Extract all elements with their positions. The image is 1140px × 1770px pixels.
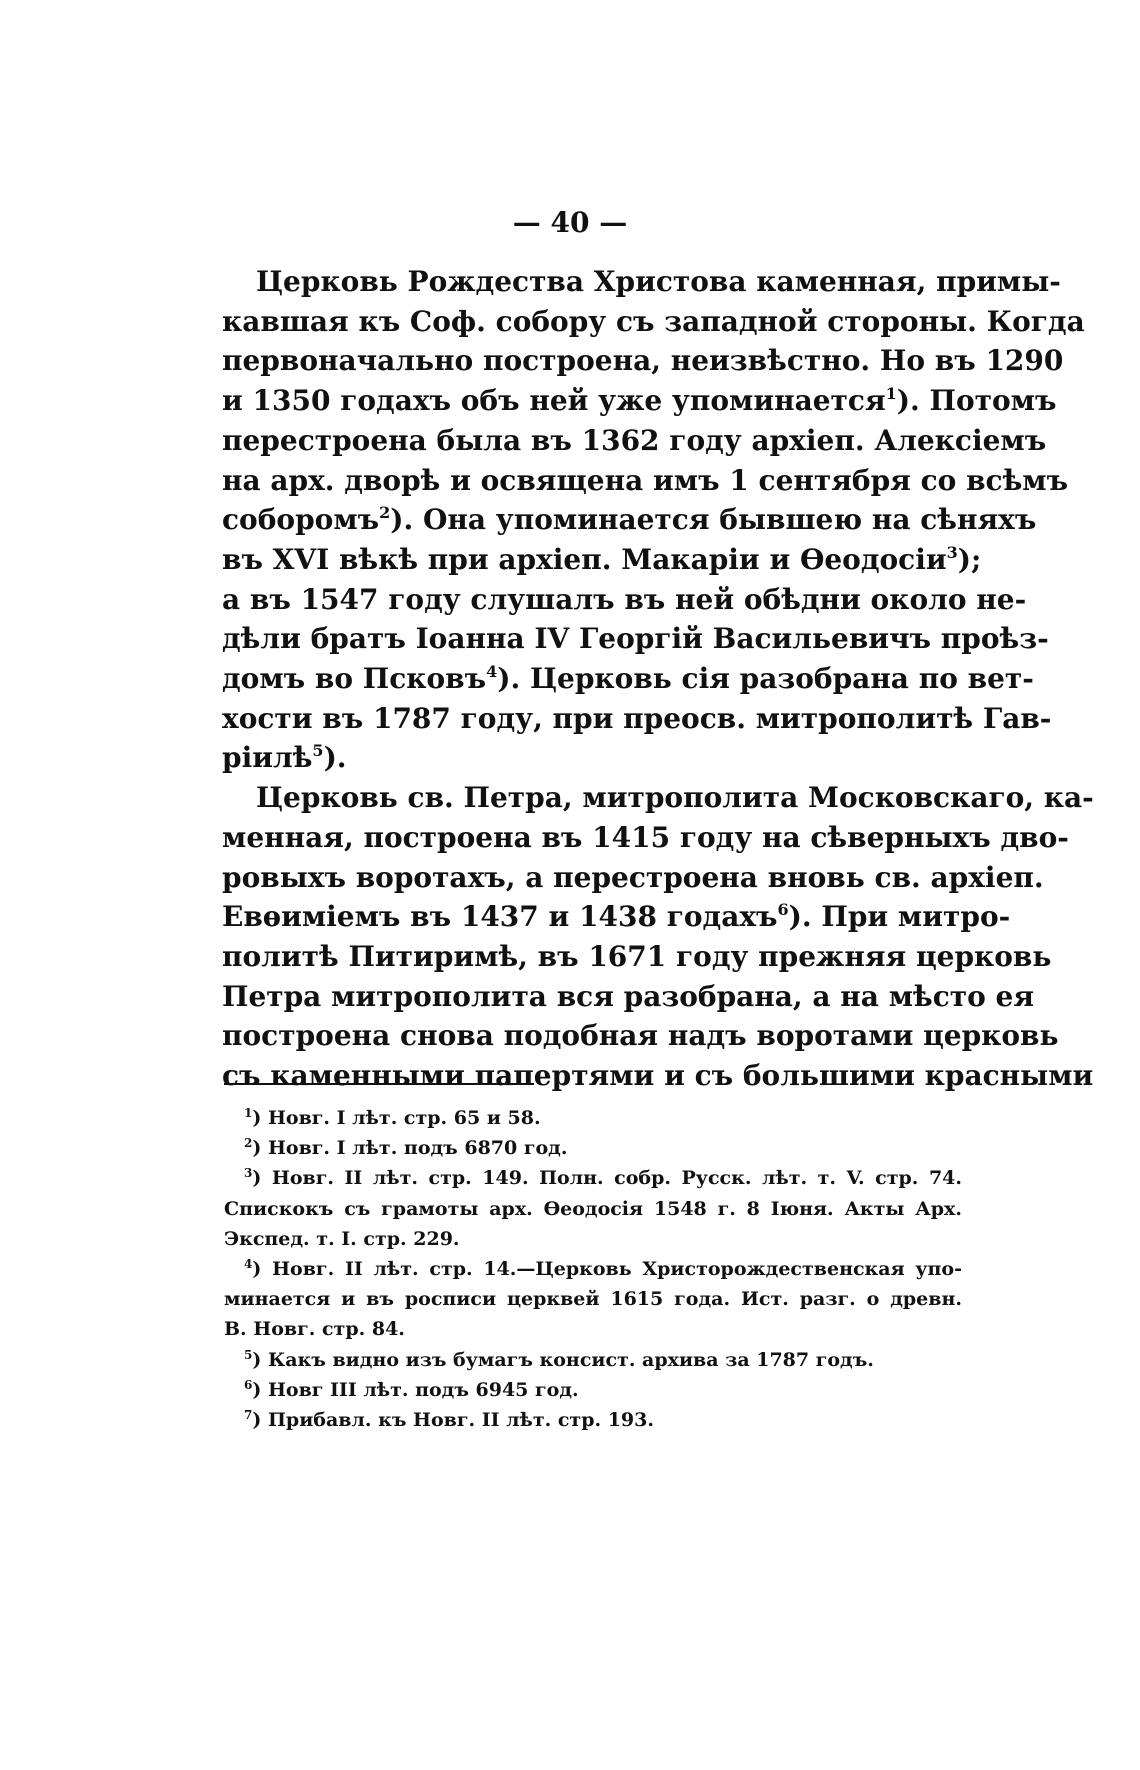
- footnote: [224, 1254, 962, 1345]
- text-line: [222, 580, 1027, 620]
- line-text: ріилѣ: [222, 741, 313, 775]
- text-line: [222, 341, 1064, 381]
- footnote: [224, 1405, 962, 1435]
- line-text: );: [957, 542, 982, 576]
- line-text: соборомъ: [222, 503, 380, 537]
- footnote-ref: 1: [885, 384, 897, 404]
- text-line: [222, 381, 1057, 421]
- footnote-ref: 4: [486, 662, 498, 682]
- line-text: ровыхъ воротахъ, а перестроена вновь св. архіеп.: [222, 860, 1044, 894]
- text-line: [222, 1056, 1094, 1096]
- footnote-ref: 2: [379, 503, 391, 523]
- footnote-text: ) Новг. I лѣт. подъ 6870 год.: [252, 1137, 568, 1160]
- text-line: [222, 500, 1037, 540]
- footnote-text: ) Какъ видно изъ бумагъ консист. архива за 1787 годъ.: [252, 1348, 874, 1371]
- footnote-mark: 6: [244, 1377, 253, 1392]
- footnote-mark: 7: [244, 1408, 253, 1423]
- footnote: [224, 1163, 962, 1254]
- line-text: съ каменными папертями и съ большими красными: [222, 1059, 1094, 1093]
- line-text: хости въ 1787 году, при преосв. митрополитѣ Гав-: [222, 701, 1052, 735]
- text-line: [222, 977, 1035, 1017]
- main-text: [222, 262, 1094, 1096]
- line-text: Церковь св. Петра, митрополита Московскаго, ка-: [256, 781, 1094, 815]
- footnote-line: [224, 1224, 962, 1254]
- paragraph: [222, 262, 1085, 778]
- footnote-line: [224, 1103, 962, 1133]
- line-text: дѣли братъ Іоанна IV Георгій Васильевичъ проѣз-: [222, 622, 1049, 656]
- line-text: ). Потомъ: [896, 384, 1057, 418]
- footnote-text: ) Новг. II лѣт. стр. 149. Полн. собр. Русск. лѣт. т. V. стр. 74.: [252, 1167, 962, 1190]
- text-line: [222, 461, 1069, 501]
- text-line: [222, 659, 1034, 699]
- text-line: [222, 1016, 1059, 1056]
- footnote-text: ) Прибавл. къ Новг. II лѣт. стр. 193.: [252, 1409, 654, 1432]
- footnote-text: В. Новг. стр. 84.: [224, 1318, 405, 1341]
- footnote-line: [224, 1163, 962, 1193]
- footnote-line: [224, 1314, 962, 1344]
- footnote-text: ) Новг. I лѣт. стр. 65 и 58.: [252, 1107, 541, 1129]
- text-line: [222, 421, 1047, 461]
- footnote: [224, 1103, 962, 1133]
- footnote-mark: 5: [244, 1347, 253, 1362]
- page-number: — 40 —: [512, 206, 628, 239]
- footnote-mark: 3: [244, 1166, 253, 1181]
- line-text: менная, построена въ 1415 году на сѣверныхъ дво-: [222, 820, 1069, 854]
- line-text: Петра митрополита вся разобрана, а на мѣсто ея: [222, 979, 1035, 1013]
- text-line: [222, 818, 1069, 858]
- line-text: построена снова подобная надъ воротами церковь: [222, 1019, 1059, 1053]
- footnote-line: [224, 1345, 962, 1375]
- text-line: [222, 897, 1011, 937]
- footnote: [224, 1133, 962, 1163]
- line-text: въ XVI вѣкѣ при архіеп. Макаріи и Ѳеодосіи: [222, 542, 947, 576]
- footnote-line: [224, 1375, 962, 1405]
- line-text: ). Она упоминается бывшею на сѣняхъ: [390, 503, 1037, 537]
- text-line: [222, 699, 1052, 739]
- line-text: на арх. дворѣ и освящена имъ 1 сентября со всѣмъ: [222, 463, 1069, 497]
- footnote-ref: 6: [777, 900, 789, 920]
- line-text: ). Церковь сія разобрана по вет-: [497, 662, 1034, 696]
- line-text: Евѳиміемъ въ 1437 и 1438 годахъ: [222, 900, 778, 934]
- line-text: перестроена была въ 1362 году архіеп. Алексіемъ: [222, 423, 1047, 457]
- footnote: [224, 1345, 962, 1375]
- footnote-ref: 5: [312, 741, 324, 761]
- text-line: [222, 858, 1044, 898]
- footnote-mark: 1: [244, 1106, 253, 1120]
- line-text: а въ 1547 году слушалъ въ ней обѣдни около не-: [222, 582, 1027, 616]
- footnote-text: ) Новг III лѣт. подъ 6945 год.: [252, 1378, 579, 1401]
- footnote-text: Экспед. т. I. стр. 229.: [224, 1227, 460, 1250]
- footnote-line: [224, 1284, 962, 1314]
- line-text: первоначально построена, неизвѣстно. Но въ 1290: [222, 344, 1064, 378]
- line-text: Церковь Рождества Христова каменная, примы-: [256, 265, 1061, 298]
- line-text: политѣ Питиримѣ, въ 1671 году прежняя церковь: [222, 939, 1052, 973]
- text-line: [222, 540, 982, 580]
- footnote-ref: 3: [946, 542, 958, 562]
- footnote-text: минается и въ росписи церквей 1615 года. Ист. разг. о древн.: [224, 1288, 962, 1311]
- text-line: [222, 738, 962, 778]
- footnote-line: [224, 1194, 962, 1224]
- line-text: и 1350 годахъ объ ней уже упоминается: [222, 384, 886, 418]
- line-text: ).: [323, 741, 347, 775]
- paragraph: [222, 778, 1094, 1096]
- footnotes: [224, 1103, 962, 1435]
- line-text: кавшая къ Соф. собору съ западной стороны. Когда: [222, 304, 1085, 338]
- footnote-mark: 4: [244, 1257, 253, 1272]
- footnote-line: [224, 1133, 962, 1163]
- text-line: [222, 619, 1049, 659]
- text-line: [222, 302, 1085, 342]
- footnote-text: ) Новг. II лѣт. стр. 14.—Церковь Христорождественская упо-: [252, 1258, 962, 1281]
- line-text: домъ во Псковъ: [222, 662, 487, 696]
- text-line: [222, 937, 1052, 977]
- text-line: [222, 778, 1094, 818]
- footnote-divider: [224, 1083, 534, 1085]
- footnote-line: [224, 1405, 962, 1435]
- footnote-mark: 2: [244, 1136, 253, 1151]
- footnote: [224, 1375, 962, 1405]
- footnote-text: Спискокъ съ грамоты арх. Ѳеодосія 1548 г. 8 Іюня. Акты Арх.: [224, 1197, 962, 1220]
- footnote-line: [224, 1254, 962, 1284]
- text-line: [222, 262, 1061, 302]
- line-text: ). При митро-: [788, 900, 1011, 934]
